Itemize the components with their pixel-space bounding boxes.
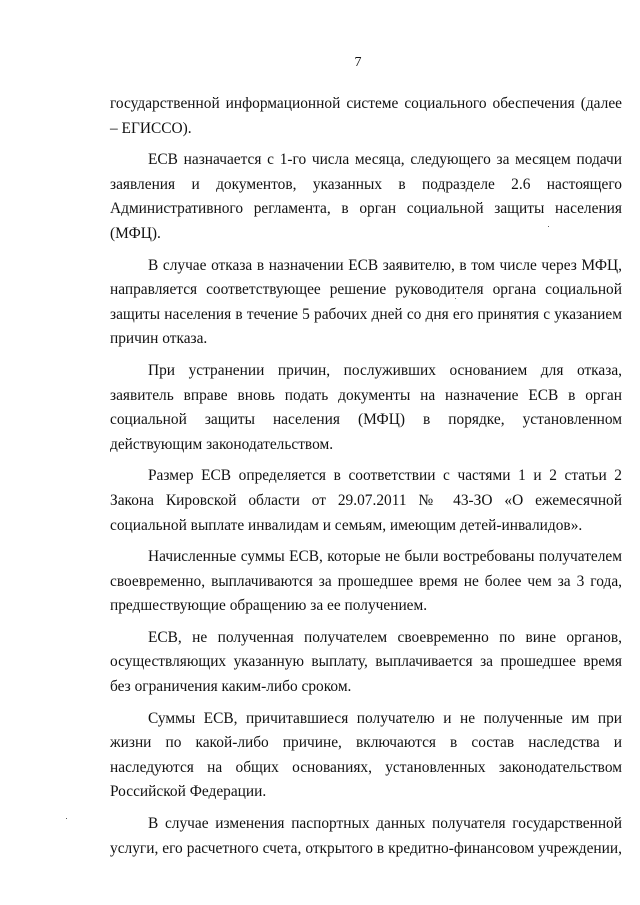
- paragraph-passport-change: В случае изменения паспортных данных получателя государственной услуги, его расчетного счета, открытого в кредитно-финансовом учреждении,: [110, 815, 622, 857]
- paragraph-egisso-continuation: государственной информационной системе социального обеспечения (далее – ЕГИССО).: [110, 95, 622, 137]
- scan-speck: [66, 818, 67, 819]
- page-number: 7: [354, 55, 362, 70]
- scan-speck: [548, 226, 549, 227]
- paragraph-inheritance: Суммы ЕСВ, причитавшиеся получателю и не полученные им при жизни по какой-либо причине, включаются в состав наследства и наследуются на общих основаниях, установленных законодательством Российской Федерации.: [110, 709, 622, 801]
- scan-speck: [455, 298, 456, 299]
- paragraph-agency-fault-payment: ЕСВ, не полученная получателем своевременно по вине органов, осуществляющих указанную выплату, выплачивается за прошедшее время без ограничения каким-либо сроком.: [110, 628, 622, 696]
- paragraph-refusal-notice: В случае отказа в назначении ЕСВ заявителю, в том числе через МФЦ, направляется соответствующее решение руководителя органа социальной защиты населения в течение 5 рабочих дней со дня его принятия с указанием причин отказа.: [110, 256, 622, 348]
- paragraph-resubmission: При устранении причин, послуживших основанием для отказа, заявитель вправе вновь подать документы на назначение ЕСВ в орган социальной защиты населения (МФЦ) в порядке, установленном действующим законодательством.: [110, 361, 622, 453]
- paragraph-unclaimed-sums: Начисленные суммы ЕСВ, которые не были востребованы получателем своевременно, выплачиваются за прошедшее время не более чем за 3 года, предшествующие обращению за ее получением.: [110, 548, 622, 615]
- paragraph-esv-assignment-date: ЕСВ назначается с 1-го числа месяца, следующего за месяцем подачи заявления и документов, указанных в подразделе 2.6 настоящего Административного регламента, в орган социальной защиты населения (МФЦ).: [110, 151, 622, 242]
- document-body: [110, 92, 622, 861]
- paragraph-esv-amount: Размер ЕСВ определяется в соответствии с частями 1 и 2 статьи 2 Закона Кировской области от 29.07.2011 № 43-ЗО «О ежемесячной социальной выплате инвалидам и семьям, имеющим детей-инвалидов».: [110, 467, 622, 534]
